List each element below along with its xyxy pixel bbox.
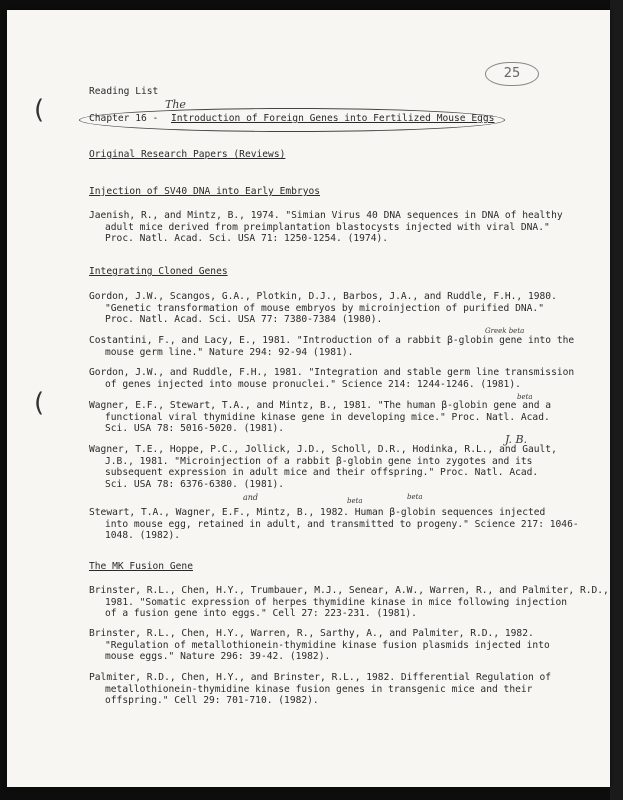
chapter-prefix: Chapter 16 -	[89, 113, 159, 124]
handwritten-annotation: J. B.	[505, 433, 528, 446]
punch-hole-mark: (	[34, 95, 45, 125]
reference-entry: Wagner, E.F., Stewart, T.A., and Mintz, B., 1981. "The human β-globin gene and a functional viral thymidine kinase gene in developing mice." Proc. Natl. Acad. Sci. USA 78: 5016-5020. (1981).	[89, 400, 552, 435]
handwritten-annotation: beta	[407, 493, 423, 501]
handwritten-annotation: Greek beta	[485, 327, 525, 335]
reference-entry: Palmiter, R.D., Chen, H.Y., and Brinster, R.L., 1982. Differential Regulation of metallothionein-thymidine kinase fusion genes in transgenic mice and their offspring." Cell 29: 701-710. (1982).	[89, 672, 552, 707]
chapter-title: Introduction of Foreign Genes into Fertilized Mouse Eggs	[171, 113, 495, 124]
page-number-mark: 25	[485, 62, 539, 86]
reference-entry: Gordon, J.W., Scangos, G.A., Plotkin, D.J., Barbos, J.A., and Ruddle, F.H., 1980. "Genetic transformation of mouse embryos by microinjection of purified DNA." Proc. Natl. Acad. Sci. USA 77: 7380-7384 (1980).	[89, 291, 557, 326]
chapter-insert-annotation: The	[165, 98, 186, 111]
handwritten-annotation: beta	[517, 393, 533, 401]
section-heading: Original Research Papers (Reviews)	[89, 149, 286, 160]
subsection-heading: Injection of SV40 DNA into Early Embryos	[89, 186, 321, 197]
handwritten-annotation: beta	[347, 497, 363, 505]
subsection-heading: Integrating Cloned Genes	[89, 266, 228, 277]
reading-list-label: Reading List	[89, 86, 159, 97]
reference-entry: Brinster, R.L., Chen, H.Y., Warren, R., Sarthy, A., and Palmiter, R.D., 1982. "Regulation of metallothionein-thymidine kinase fusion plasmids injected into mouse eggs." Nature 296: 39-42. (1982).	[89, 628, 550, 663]
subsection-heading: The MK Fusion Gene	[89, 561, 193, 572]
handwritten-annotation: and	[243, 493, 259, 502]
scan-edge	[610, 0, 623, 800]
reference-entry: Wagner, T.E., Hoppe, P.C., Jollick, J.D., Scholl, D.R., Hodinka, R.L., and Gault, J.B., 1981. "Microinjection of a rabbit β-globin gene into zygotes and its subsequent expression in adult mice and their offspring." Proc. Natl. Acad. Sci. USA 78: 6376-6380. (1981).	[89, 444, 557, 490]
reference-entry: Stewart, T.A., Wagner, E.F., Mintz, B., 1982. Human β-globin sequences injected into mouse egg, retained in adult, and transmitted to progeny." Science 217: 1046- 1048. (1982).	[89, 507, 579, 542]
reference-entry: Jaenish, R., and Mintz, B., 1974. "Simian Virus 40 DNA sequences in DNA of healthy adult mice derived from preimplantation blastocysts injected with viral DNA." Proc. Natl. Acad. Sci. USA 71: 1250-1254. (1974).	[89, 210, 563, 245]
document-page	[7, 10, 610, 787]
reference-entry: Gordon, J.W., and Ruddle, F.H., 1981. "Integration and stable germ line transmission of genes injected into mouse pronuclei." Science 214: 1244-1246. (1981).	[89, 367, 575, 390]
reference-entry: Costantini, F., and Lacy, E., 1981. "Introduction of a rabbit β-globin gene into the mouse germ line." Nature 294: 92-94 (1981).	[89, 335, 575, 358]
punch-hole-mark: (	[34, 388, 45, 418]
reference-entry: Brinster, R.L., Chen, H.Y., Trumbauer, M.J., Senear, A.W., Warren, R., and Palmiter, R.D., 1981. "Somatic expression of herpes thymidine kinase in mice following injection of a fusion gene into eggs." Cell 27: 223-231. (1981).	[89, 585, 609, 620]
